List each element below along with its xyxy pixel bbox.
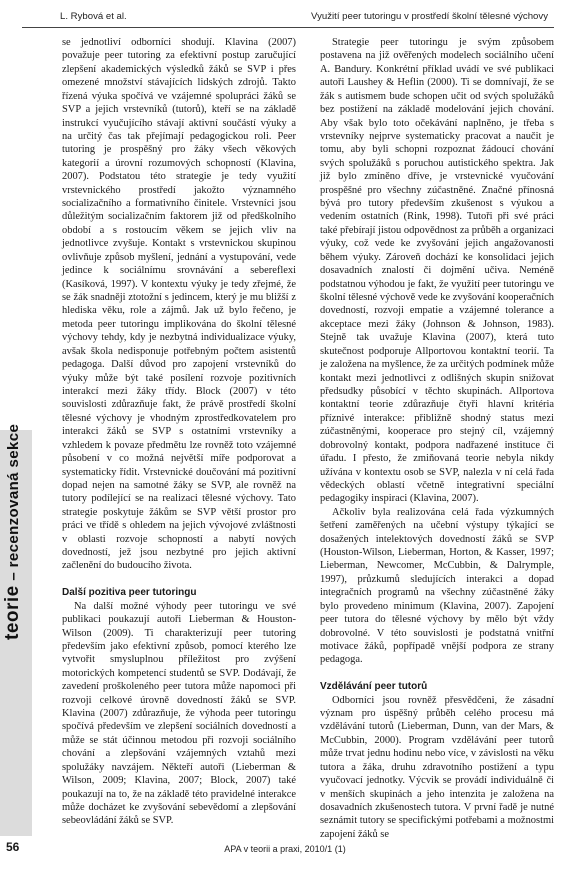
page-number: 56 <box>6 840 20 854</box>
left-column <box>62 36 296 828</box>
section-heading: Vzdělávání peer tutorů <box>320 681 428 693</box>
paragraph: Ačkoliv byla realizována celá řada výzkumných šetření zaměřených na učební výstupy týkající se dosažených intelektových dovedností žáků se SVP (Houston-Wilson, Lieberman, Horton, & Kasser, 1997; Lieberman, Newcomer, McCubbin, & Dalrymple, 1997), průzkumů sledujících interakci a dopad integračních programů na všechny zúčastněné žáky bylo provedeno minimum (Klavina, 2007). Zapojení peer tutora do tělesné výchovy by mělo být vždy dobrovolné. V této souvislosti je podstatná vnitřní motivace žáků, popřípadě vnější podpora ze strany pedagoga. <box>320 506 554 666</box>
paragraph: Strategie peer tutoringu je svým způsobem postavena na již ověřených modelech sociálního učení A. Bandury. Konkrétní příklad uvádí ve své publikaci autoři Laushey & Heflin (2000). Ti se domnívají, že se žák s autismem bude schopen učit od svých spolužáků bez postižení na základě modelování jejich chování. Aby však bylo toto očekávání naplněno, je třeba s vrstevníky nejprve systematicky pracovat a naučit je tomu, aby byli schopni rozpoznat žádoucí chování svých spolužáků s poruchou autistického spektra. Jak již bylo zmíněno dříve, je vrstevnické vyučování prospěšné pro všechny zúčastněné. Značné přínosná bývá pro tutory především zkušenost s výukou a vedením ostatních (Rink, 1998). Tutoři při své práci také přebírají jistou odpovědnost za průběh a organizaci výuky, což vede ke zvyšování jejich angažovanosti během výuky. Zároveň dochází ke konsolidaci jejich dosavadních znalostí či dojmění učiva. Neméně podstatnou výhodou je fakt, že využití peer tutoringu ve školní tělesné výchově vede ke zvyšování kooperačních dovedností, rozvoji empatie a vzájemné tolerance a akceptace mezi žáky (Johnson & Johnson, 1983). Stejně tak uvažuje Klavina (2007), která tuto skutečnost podporuje Allportovou kontaktní teorií. Ta je založena na myšlence, že za určitých podmínek může kontakt mezi jednotlivci z odlišných skupin snižovat předsudky působící v těchto skupinách. Allportova kontaktní teorie zdůrazňuje čtyři hlavní kritéria příznivé interakce: přibližně shodný status mezi zúčastněnými, kooperace pro stejný cíl, vzájemný dobrovolný kontakt, podpora nadřazené instituce či úřadu. I přesto, že zmiňovaná teorie nebyla nikdy užívána v kontextu osob se SVP, nalezla v ní celá řada vědeckých oblastí včetně integrativní speciální pedagogiky inspiraci (Klavina, 2007). <box>320 37 554 505</box>
paragraph: se jednotliví odborníci shodují. Klavina (2007) považuje peer tutoring za efektivní postup zaručující zlepšení akademických výsledků žáků se SVP i přes omezené množství stávajících lidských zdrojů. Takto řízená výuka spočívá ve vzájemné spolupráci žáků se SVP a jejich vrstevníků (tutorů), kteří se na základě instrukcí vyučujícího stávají aktivní součástí výuky a na určitý čas tak přejímají pedagogickou roli. Peer tutoring je prospěšný pro žáky všech věkových kategorií a úrovní rozumových schopností (Klavina, 2007). Podstatou této strategie je tedy využití vrstevnického prostředí jakožto významného socializačního a formativního činitele. Vrstevníci jsou důležitým socializačním faktorem již od předškolního období a s rostoucím věkem se jejich vliv na jednotlivce zvyšuje. Kontakt s vrstevnickou skupinou ovlivňuje způsob myšlení, jednání a vystupování, vede jedince k sociálnímu srovnávání a sebereflexi (Kasíková, 1997). V kontextu výuky je tedy zřejmé, že se žák snadněji ztotožní s jedincem, který je mu bližší z hlediska věku, role a zájmů. Jak už bylo řečeno, je metoda peer tutoringu implikována do školní tělesné výchovy tehdy, kdy je nezbytná individualizace výuky, avšak škola nedisponuje potřebným počtem asistentů pedagoga. Další důvod pro zapojení vrstevníků do výuky může být také posílení rozvoje pozitivních interakcí mezi žáky třídy. Block (2007) v této souvislosti zdůrazňuje fakt, že právě prostředí školní tělesné výchovy je vhodným zprostředkovatelem pro interakci žáků se SVP s ostatními vrstevníky a vzhledem k povaze předmětu lze rovněž toto vzájemné působení v co možná největší míře podporovat a systematicky řídit. Vrstevnické doučování má pozitivní dopad nejen na samotné žáky se SVP, ale rovněž na tutory podílející se na realizaci tělesné výchovy. Tato strategie poskytuje žákům se SVP větší prostor pro práci ve třídě s ohledem na jejich vývojové zvláštnosti v oblasti rozvoje schopností a nabytí nových dovedností, jež jsou nezbytné pro jejich aktivní začlenění do budoucího života. <box>62 37 296 572</box>
paragraph: Odborníci jsou rovněž přesvědčeni, že zásadní význam pro úspěšný průběh celého procesu má vzdělávání tutorů (Lieberman, Dunn, van der Mars, & McCubbin, 2000). Program vzdělávání peer tutorů může trvat jednu hodinu nebo více, v závislosti na věku tutora a žáka, druhu zdravotního postižení a typu vyučovací jednotky. Výcvik se provádí individuálně či v menších skupinách a jeho intenzita je založena na dosavadních zkušenostech tutora. V první řadě je nutné seznámit tutory se specifickými potřebami a možnostmi zapojení žáků se <box>320 694 554 840</box>
section-heading: Další pozitiva peer tutoringu <box>62 587 197 599</box>
right-column <box>320 36 554 841</box>
header-authors: L. Rybová et al. <box>60 11 127 22</box>
page-footer: APA v teorii a praxi, 2010/1 (1) <box>224 844 346 854</box>
running-header <box>22 8 554 28</box>
section-label-main: teorie <box>2 585 23 640</box>
section-label-sub: – recenzovaná sekce <box>5 423 22 586</box>
header-article-title: Využití peer tutoringu v prostředí školní tělesné výchovy <box>311 11 548 22</box>
paragraph: Na další možné výhody peer tutoringu ve své publikaci poukazují autoři Lieberman & Houston-Wilson (2009). Ti charakterizují peer tutoring především jako efektivní způsob, pomocí kterého lze vytvořit smysluplnou příležitost pro zvýšení motorických kompetencí studentů se SVP. Dodávají, že zavedení proškoleného peer tutora může napomoci při rozvoji celkové úrovně dovedností žáků se SVP. Klavina (2007) zdůrazňuje, že výhoda peer tutoringu spočívá především ve zlepšení sociálních dovedností a může se stát účinnou metodou při rozvoji sociálního chování a zlepšování vzájemných vztahů mezi spolužáky navzájem. Někteří autoři (Lieberman & Wilson, 2009; Klavina, 2007; Block, 2007) také poukazují na to, že na základě této pravidelné interakce může docházet ke zvyšování sebevědomí a zlepšování sebeovládání žáků se SVP. <box>62 600 296 827</box>
section-label <box>2 424 24 640</box>
